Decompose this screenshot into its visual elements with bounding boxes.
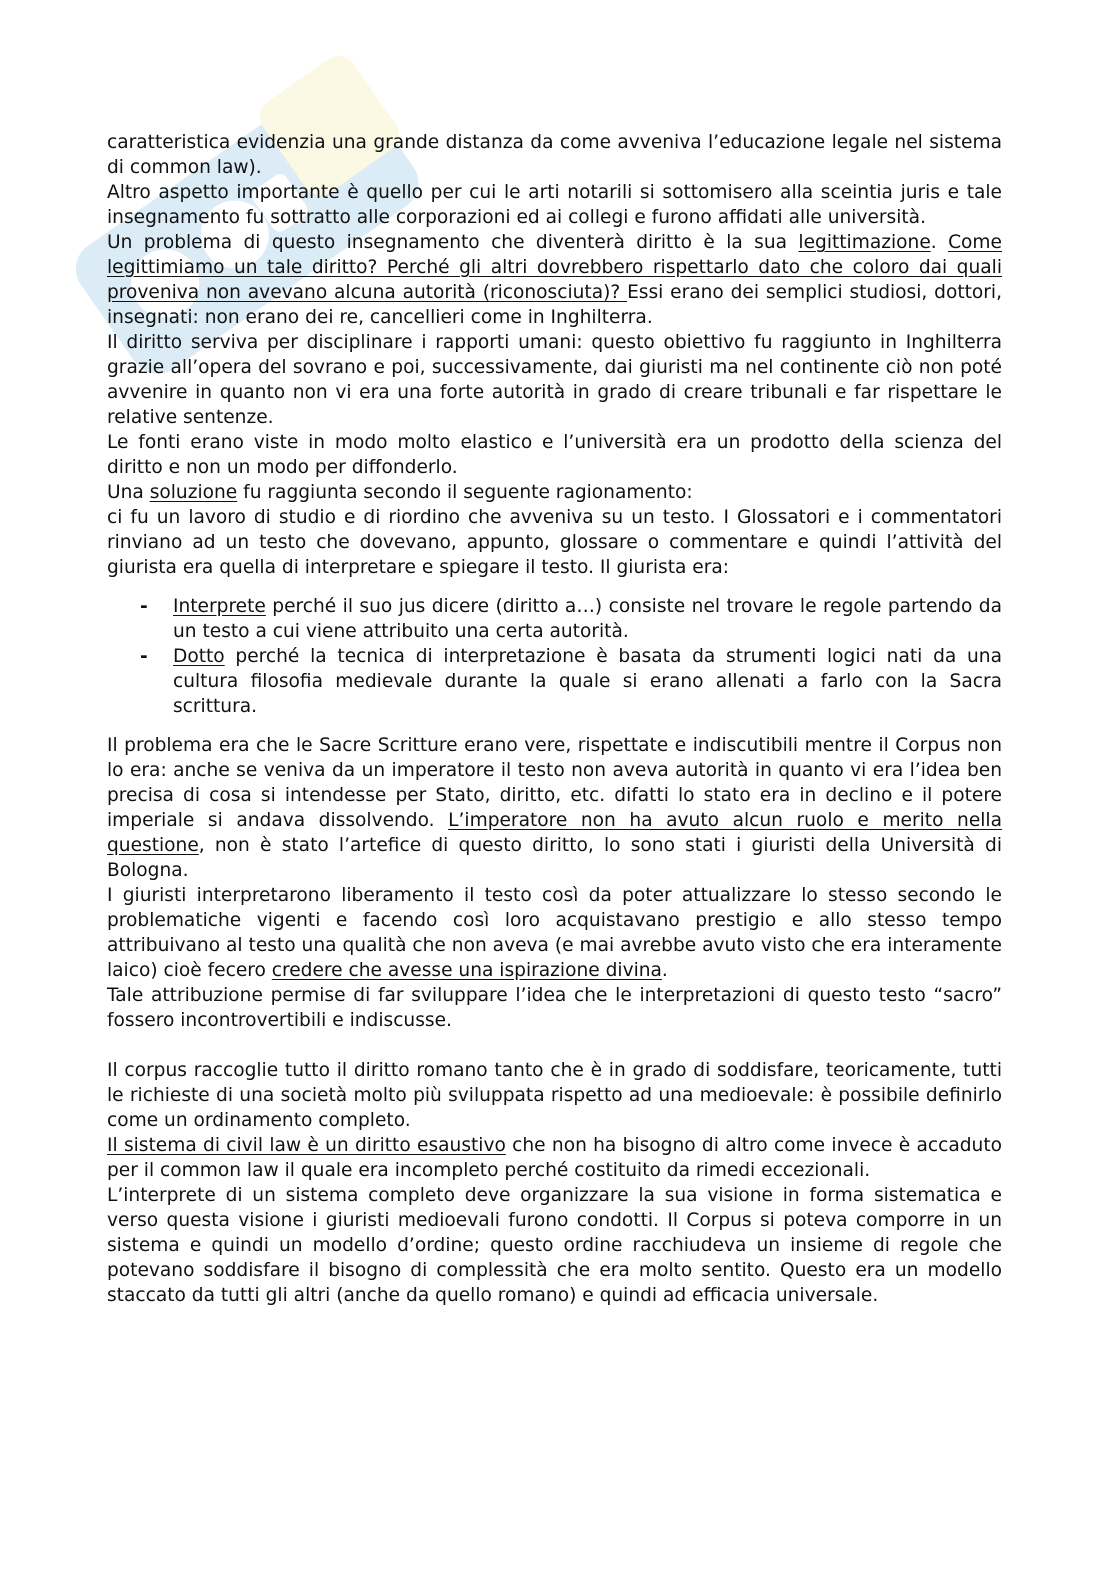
paragraph-12 bbox=[107, 1133, 1002, 1183]
paragraph-12-text-b: che non ha bisogno di altro come invece è accaduto per il common law il quale era incompleto perché costituito da rimedi eccezionali. bbox=[107, 1135, 1002, 1181]
paragraph-9-text-a: I giuristi interpretarono liberamento il testo così da poter attualizzare lo stesso secondo le problematiche vigenti e facendo così loro acquistavano prestigio e allo stesso tempo attribuivano al testo una qualità che non aveva (e mai avrebbe avuto visto che era interamente laico) cioè fecero bbox=[107, 885, 1002, 981]
paragraph-4: Il diritto serviva per disciplinare i rapporti umani: questo obiettivo fu raggiunto in Inghilterra grazie all’opera del sovrano e poi, successivamente, dai giuristi ma nel continente ciò non poté avvenire in quanto non vi era una forte autorità in grado di creare tribunali e far rispettare le relative sentenze. bbox=[107, 332, 1002, 428]
underlined-soluzione: soluzione bbox=[149, 482, 238, 503]
paragraph-6 bbox=[107, 480, 1002, 505]
paragraph-13: L’interprete di un sistema completo deve organizzare la sua visione in forma sistematica e verso questa visione i giuristi medioevali furono condotti. Il Corpus si poteva comporre in un sistema e quindi un modello d’ordine; questo ordine racchiudeva un insieme di regole che potevano soddisfare il bisogno di complessità che era molto sentito. Questo era un modello staccato da tutti gli altri (anche da quello romano) e quindi ad efficacia universale. bbox=[107, 1185, 1002, 1306]
underlined-term: Dotto bbox=[173, 646, 225, 667]
underlined-civil-law: Il sistema di civil law è un diritto esaustivo bbox=[107, 1135, 506, 1156]
underlined-term: Interprete bbox=[173, 596, 266, 617]
paragraph-8-text-a: Il problema era che le Sacre Scritture erano vere, rispettate e indiscutibili mentre il Corpus non lo era: anche se veniva da un imperatore il testo non aveva autorità in quanto vi era l’idea ben precisa di cosa si intendesse per Stato, diritto, etc. difatti lo stato era in declino e il potere imperiale si andava dissolvendo. bbox=[107, 735, 1002, 831]
list-item bbox=[107, 594, 1002, 644]
paragraph-10: Tale attribuzione permise di far sviluppare l’idea che le interpretazioni di questo testo “sacro” fossero incontrovertibili e indiscusse. bbox=[107, 985, 1002, 1031]
paragraph-7: ci fu un lavoro di studio e di riordino che avveniva su un testo. I Glossatori e i commentatori rinviano ad un testo che dovevano, appunto, glossare o commentare e quindi l’attività del giurista era quella di interpretare e spiegare il testo. Il giurista era: bbox=[107, 507, 1002, 578]
paragraph-8-text-c: , non è stato l’artefice di questo diritto, lo sono stati i giuristi della Università di Bologna. bbox=[107, 835, 1002, 881]
paragraph-9-text-c: . bbox=[661, 960, 668, 981]
paragraph-5: Le fonti erano viste in modo molto elastico e l’università era un prodotto della scienza del diritto e non un modo per diffonderlo. bbox=[107, 432, 1002, 478]
underlined-legittimazione: legittimazione bbox=[798, 232, 931, 253]
paragraph-1: caratteristica evidenzia una grande distanza da come avveniva l’educazione legale nel sistema di common law). bbox=[107, 132, 1002, 178]
paragraph-2: Altro aspetto importante è quello per cui le arti notarili si sottomisero alla sceintia juris e tale insegnamento fu sottratto alle corporazioni ed ai collegi e furono affidati alle università. bbox=[107, 182, 1002, 228]
bullet-list bbox=[107, 594, 1002, 719]
paragraph-3 bbox=[107, 230, 1002, 330]
bullet-dash: - bbox=[140, 596, 148, 617]
underlined-imperatore: L’imperatore non ha avuto alcun ruolo e merito nella questione bbox=[107, 810, 1002, 856]
paragraph-9 bbox=[107, 883, 1002, 983]
paragraph-3-text-c: . bbox=[930, 232, 949, 253]
underlined-ispirazione: credere che avesse una ispirazione divina bbox=[271, 960, 662, 981]
underlined-question: Come legittimiamo un tale diritto? Perché gli altri dovrebbero rispettarlo dato che coloro dai quali proveniva non avevano alcuna autorità (riconosciuta)? bbox=[107, 232, 1002, 303]
document-page bbox=[107, 130, 1002, 1308]
paragraph-6-text-c: fu raggiunta secondo il seguente ragionamento: bbox=[237, 482, 693, 503]
paragraph-8 bbox=[107, 733, 1002, 883]
list-item-text: perché la tecnica di interpretazione è basata da strumenti logici nati da una cultura filosofia medievale durante la quale si erano allenati a farlo con la Sacra scrittura. bbox=[173, 646, 1002, 717]
list-item bbox=[107, 644, 1002, 719]
paragraph-6-text-a: Una bbox=[107, 482, 150, 503]
list-item-text: perché il suo jus dicere (diritto a…) consiste nel trovare le regole partendo da un testo a cui viene attribuito una certa autorità. bbox=[173, 596, 1002, 642]
paragraph-3-text-e: Essi erano dei semplici studiosi, dottori, insegnati: non erano dei re, cancellieri come in Inghilterra. bbox=[107, 282, 1002, 328]
bullet-dash: - bbox=[140, 646, 148, 667]
paragraph-3-text-a: Un problema di questo insegnamento che diventerà diritto è la sua bbox=[107, 232, 799, 253]
paragraph-11: Il corpus raccoglie tutto il diritto romano tanto che è in grado di soddisfare, teoricamente, tutti le richieste di una società molto più sviluppata rispetto ad una medioevale: è possibile definirlo come un ordinamento completo. bbox=[107, 1060, 1002, 1131]
